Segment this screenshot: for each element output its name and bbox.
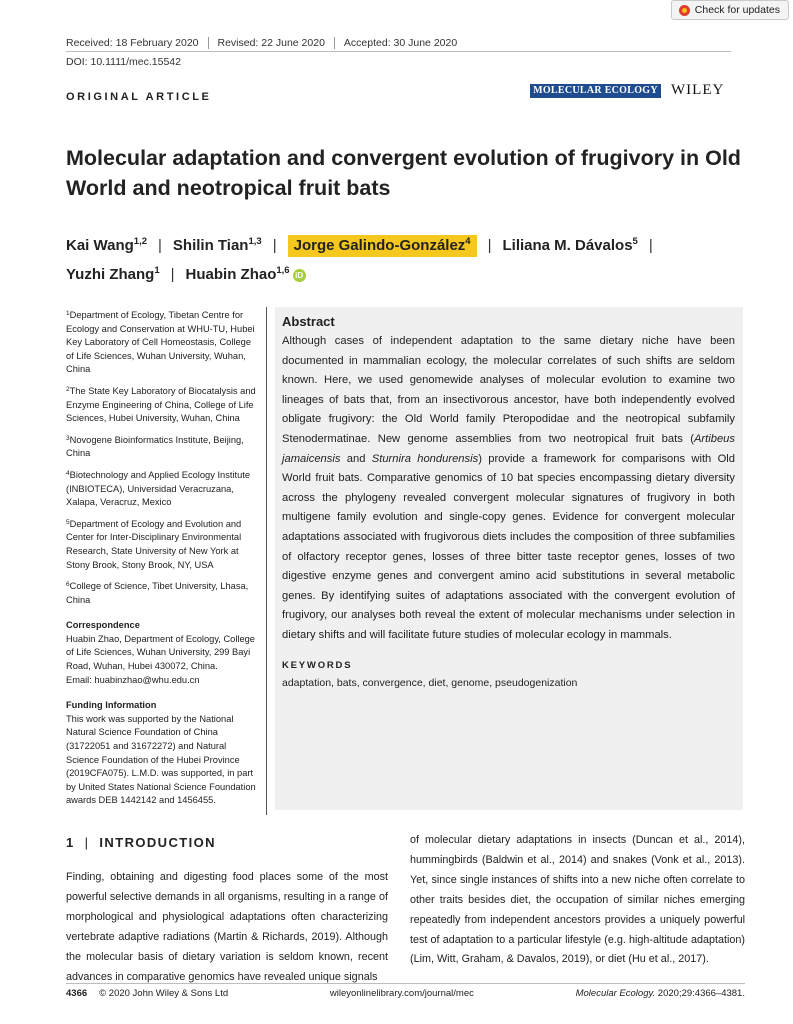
received-date: Received: 18 February 2020 — [66, 37, 199, 49]
page-number: 4366 — [66, 988, 88, 999]
author[interactable]: Huabin Zhao$^{1,6}$ — [185, 265, 290, 283]
accepted-date: Accepted: 30 June 2020 — [334, 37, 466, 49]
doi: DOI: 10.1111/mec.15542 — [66, 56, 181, 68]
abstract-heading: Abstract — [282, 314, 335, 329]
article-title: Molecular adaptation and convergent evolution of frugivory in Old World and neotropical fruit bats — [66, 146, 741, 200]
affiliation: $^4$Biotechnology and Applied Ecology Institute (INBIOTECA), Universidad Veracruzana, Xalapa, Veracruz, Mexico — [66, 469, 251, 508]
orcid-icon[interactable]: iD — [293, 269, 306, 282]
affiliation: $^3$Novogene Bioinformatics Institute, Beijing, China — [66, 434, 244, 459]
section-number: 1 — [66, 835, 75, 850]
header-divider — [66, 51, 731, 52]
affiliation: $^6$College of Science, Tibet University, Lhasa, China — [66, 581, 249, 605]
abstract-text: Although cases of independent adaptation to the same dietary niche have been documented in mammalian ecology, the molecular correlates of such shifts are seldom known. Here, we used genomewide analyses of molecular evolution to examine two lineages of bats that, from an insectivorous ancestor, have both independently evolved obligate frugivory: the Old World family Pteropodidae and the neotropical subfamily Stenodermatinae. New genome assemblies from two neotropical fruit bats (Artibeus jamaicensis and Sturnira hondurensis) provide a framework for comparisons with Old World fruit bats. Comparative genomics of 10 bat species encompassing dietary diversity across the phylogeny revealed convergent molecular signatures of frugivory in both multigene family evolution and single-copy genes. Evidence for convergent molecular adaptations associated with frugivorous diets includes the composition of three subfamilies of olfactory receptor genes, losses of three bitter taste receptor genes, losses of two digestive enzyme genes and convergent amino acid substitutions in several metabolic genes. By identifying suites of adaptations associated with the convergent evolution of frugivory, our analyses both reveal the extent of molecular mechanisms under selection in dietary shifts and will facilitate future studies of molecular ecology in mammals. — [282, 335, 735, 641]
affiliation: $^2$The State Key Laboratory of Biocatalysis and Enzyme Engineering of China, College of Life Sciences, Hubei University, Wuhan, China — [66, 385, 256, 424]
journal-logo[interactable]: MOLECULAR ECOLOGY — [530, 84, 661, 98]
footer-divider — [66, 983, 745, 984]
abstract-box — [275, 307, 743, 810]
author-list: Kai Wang$^{1,2}$ | Shilin Tian$^{1,3}$ | Jorge Galindo-González$^4$ | Liliana M. Dávalos$^5$ | Yuzhi Zhang$^1$ | Huabin Zhao$^{1,6}$ iD — [66, 236, 653, 283]
correspondence-text: Huabin Zhao, Department of Ecology, College of Life Sciences, Wuhan University, 299 Bayi Road, Wuhan, Hubei 430072, China. — [66, 633, 255, 672]
affiliation: $^5$Department of Ecology and Evolution and Center for Inter-Disciplinary Environmental Research, State University of New York at Stony Brook, Stony Brook, NY, USA — [66, 518, 242, 570]
author[interactable]: Yuzhi Zhang$^1$ — [66, 265, 160, 283]
copyright: © 2020 John Wiley & Sons Ltd — [99, 988, 229, 999]
article-type: ORIGINAL ARTICLE — [66, 91, 212, 103]
journal-url[interactable]: wileyonlinelibrary.com/journal/mec — [329, 988, 474, 999]
article-dates — [66, 37, 466, 49]
section-title: INTRODUCTION — [99, 835, 216, 850]
author-highlighted[interactable]: Jorge Galindo-González$^4$ — [288, 235, 477, 257]
check-for-updates-button[interactable] — [671, 0, 789, 20]
introduction-heading: 1 | INTRODUCTION — [66, 835, 216, 850]
crossmark-icon — [679, 5, 690, 16]
sidebar-info — [66, 307, 256, 808]
correspondence-heading: Correspondence — [66, 620, 140, 631]
funding-heading: Funding Information — [66, 700, 157, 711]
citation: Molecular Ecology. 2020;29:4366–4381. — [575, 988, 745, 999]
affiliation: $^1$Department of Ecology, Tibetan Centre for Ecology and Conservation at WHU-TU, Hubei Key Laboratory of Cell Homeostasis, College of Life Sciences, Wuhan University, Wuhan, China — [66, 310, 255, 375]
check-for-updates-label: Check for updates — [694, 4, 780, 16]
funding-text: This work was supported by the National Natural Science Foundation of China (31722051 and 31672272) and Natural Science Foundation of the Hubei Province (2019CFA075). L.M.D. was supported, in part by United States National Science Foundation awards DEB 1442142 and 1456455. — [66, 713, 256, 806]
keywords-heading: KEYWORDS — [282, 659, 353, 671]
introduction-left-column: Finding, obtaining and digesting food places some of the most powerful selective demands in all organisms, resulting in a range of morphological and physiological adaptations often characterizing vertebrate adaptive radiations (Martin & Richards, 2019). Although the molecular basis of dietary variation is seldom known, recent advances in comparative genomics have revealed unique signals — [66, 871, 388, 983]
author[interactable]: Kai Wang$^{1,2}$ — [66, 236, 147, 254]
author[interactable]: Shilin Tian$^{1,3}$ — [172, 236, 262, 254]
correspondence-email[interactable]: Email: huabinzhao@whu.edu.cn — [66, 674, 200, 685]
author[interactable]: Liliana M. Dávalos$^5$ — [502, 236, 638, 254]
keywords-list: adaptation, bats, convergence, diet, genome, pseudogenization — [282, 676, 578, 689]
column-divider — [266, 307, 267, 815]
introduction-right-column: of molecular dietary adaptations in insects (Duncan et al., 2014), hummingbirds (Baldwin et al., 2014) and snakes (Vonk et al., 2013). Yet, since single instances of shifts into a new niche often correlate to other traits besides diet, the occupation of similar niches emerging repeatedly from independent ancestors provides a uniquely powerful test of adaptation to a particular lifestyle (e.g. high-altitude adaptation) (Lim, Witt, Graham, & Davalos, 2019), or diet (Hu et al., 2017). — [410, 834, 745, 966]
page-footer — [66, 988, 745, 999]
revised-date: Revised: 22 June 2020 — [208, 37, 334, 49]
publisher-logo[interactable]: WILEY — [671, 82, 725, 98]
